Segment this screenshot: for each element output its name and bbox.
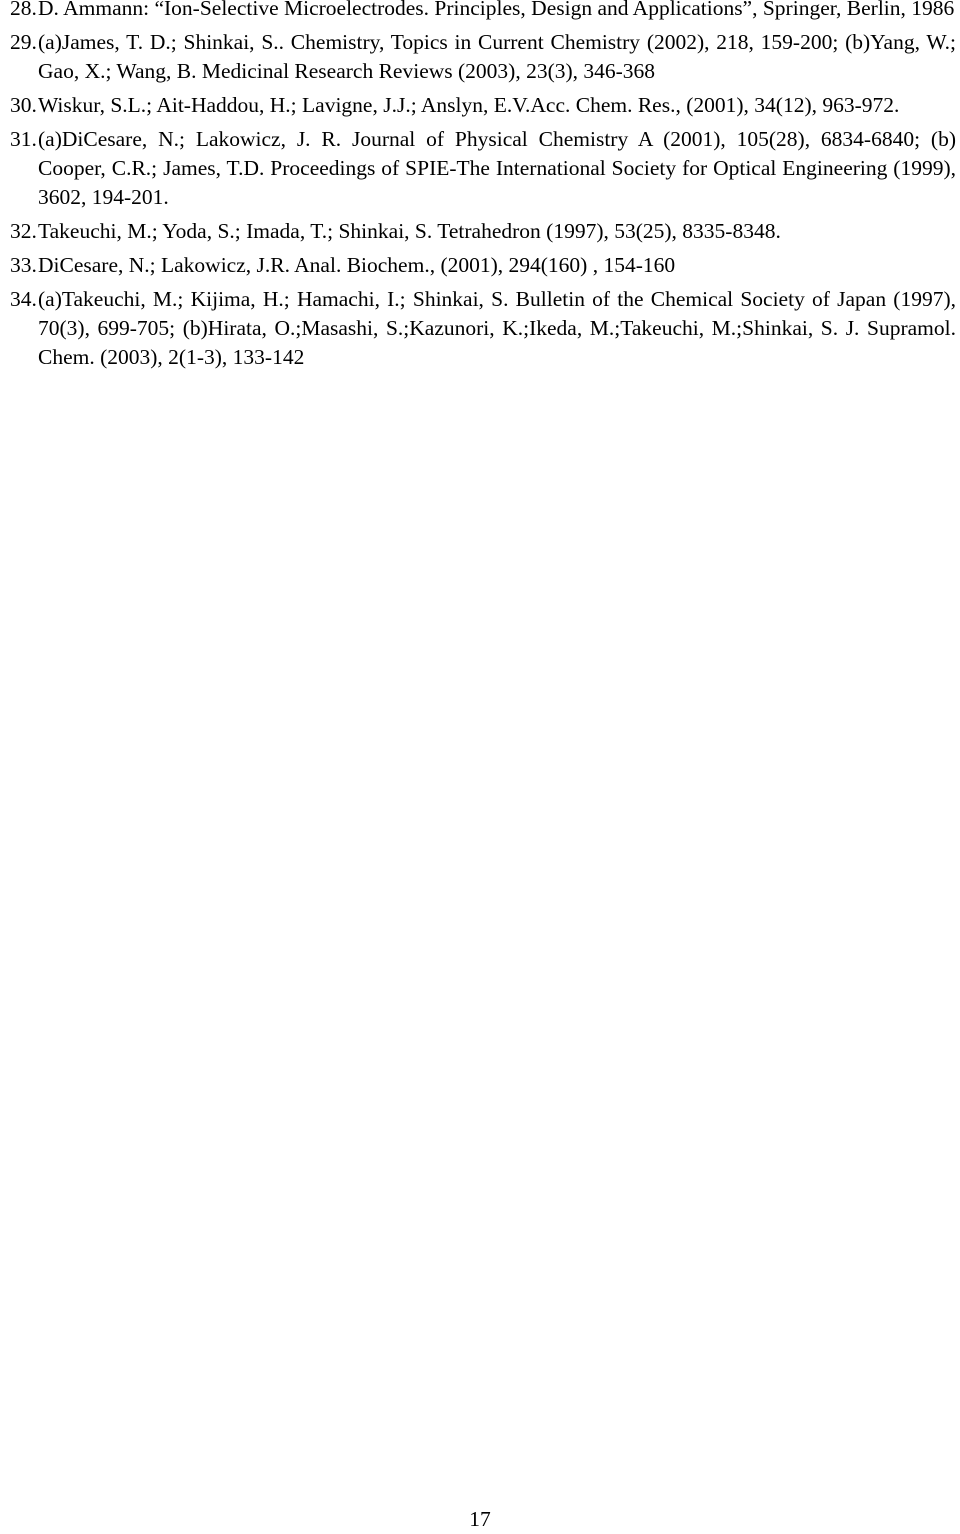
reference-text: (a)Takeuchi, M.; Kijima, H.; Hamachi, I.; Shinkai, S. Bulletin of the Chemical Society of Japan (1997), 70(3), 699-705; (b)Hirata, O.;Masashi, S.;Kazunori, K.;Ikeda, M.;Takeuchi, M.;Shinkai, S. J. Supramol. Chem. (2003), 2(1-3), 133-142 (38, 287, 956, 369)
reference-item-31 (10, 125, 956, 212)
reference-item-34 (10, 285, 956, 372)
reference-number: 32. (10, 219, 37, 243)
reference-text: Takeuchi, M.; Yoda, S.; Imada, T.; Shinkai, S. Tetrahedron (1997), 53(25), 8335-8348. (38, 219, 781, 243)
reference-item-30 (10, 91, 956, 120)
reference-text: (a)DiCesare, N.; Lakowicz, J. R. Journal of Physical Chemistry A (2001), 105(28), 6834-6840; (b) Cooper, C.R.; James, T.D. Proceedings of SPIE-The International Society for Optical Engineering (1999), 3602, 194-201. (38, 127, 956, 209)
reference-number: 30. (10, 93, 37, 117)
reference-number: 31. (10, 127, 37, 151)
reference-item-32 (10, 217, 956, 246)
reference-text: Wiskur, S.L.; Ait-Haddou, H.; Lavigne, J.J.; Anslyn, E.V.Acc. Chem. Res., (2001), 34(12), 963-972. (38, 93, 900, 117)
reference-list (10, 0, 956, 377)
reference-item-33 (10, 251, 956, 280)
page-number: 17 (469, 1507, 491, 1531)
reference-number: 29. (10, 30, 37, 54)
reference-number: 28. (10, 0, 37, 20)
reference-text: (a)James, T. D.; Shinkai, S.. Chemistry, Topics in Current Chemistry (2002), 218, 159-200; (b)Yang, W.; Gao, X.; Wang, B. Medicinal Research Reviews (2003), 23(3), 346-368 (38, 30, 956, 83)
reference-item-28 (10, 0, 956, 23)
reference-item-29 (10, 28, 956, 86)
reference-text: DiCesare, N.; Lakowicz, J.R. Anal. Biochem., (2001), 294(160) , 154-160 (38, 253, 676, 277)
reference-text: D. Ammann: “Ion-Selective Microelectrodes. Principles, Design and Applications”, Springer, Berlin, 1986 (38, 0, 955, 20)
reference-number: 33. (10, 253, 37, 277)
reference-number: 34. (10, 287, 37, 311)
